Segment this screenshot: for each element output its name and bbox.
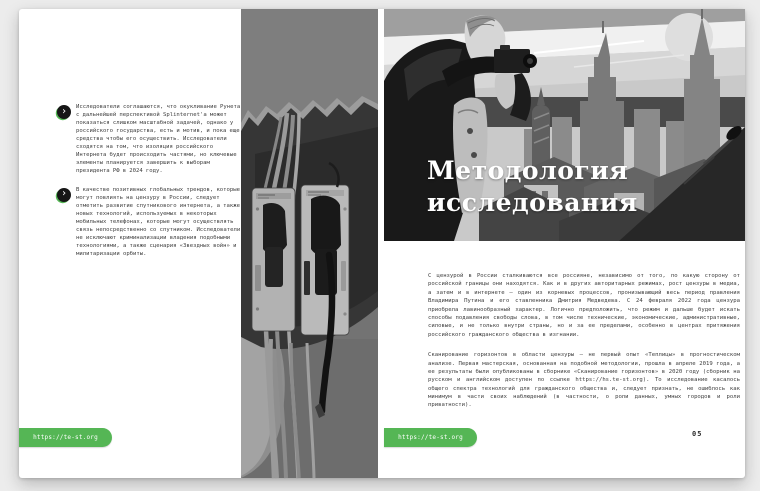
document-spread	[19, 9, 745, 478]
site-url-text: https://te-st.org	[398, 434, 463, 441]
bullet-paragraph-text: Исследователи соглашаются, что окукливание Рунета с дальнейшей перспективой Splinternet'а может показаться слишком масштабной задачей, однако у российского государства, есть и мотив, и пока еще средства чтобы его осуществить. Исследователи сходятся на том, что изоляция российского Интернета будет происходить частями, но ключевые элементы планируется завершить к выборам президента РФ в 2024 году.	[76, 104, 241, 174]
left-text-column	[57, 104, 242, 270]
site-url-badge[interactable]	[384, 428, 477, 447]
bullet-paragraph	[57, 104, 242, 176]
body-paragraph: Сканирование горизонтов в области цензуры – не первый опыт «Теплицы» в прогностическом анализе. Первая мастерская, основанная на подобной методологии, прошла в апреле 2019 года, а ее результаты были опубликованы в сборнике «Сканирование горизонтов» в 2020 году (сборник на русском и английском доступен по ссылке https://hs.te-st.org). То исследование касалось общего спектра технологий для гражданского общества и, следует признать, не ошиблось как минимум в части своих наблюдений (в частности, о роли данных, умных городов и роли приватности).	[428, 352, 740, 409]
body-paragraph: С цензурой в России сталкиваются все россияне, независимо от того, по какую сторону от российской границы они находятся. Как и в других авторитарных режимах, рост цензуры в медиа, а затем и в интернете – один из корневых процессов, пронизывающий весь период правления Владимира Путина и его ставленника Дмитрия Медведева. С 24 февраля 2022 года цензура приобрела лавинообразный характер. Логично предположить, что режим и дальше будет искать способы подавления свободы слова, в том числе технические, экономические, административные, силовые, и не только внутри страны, но и за ее пределами, особенно в центрах притяжения российского гражданского общества в изгнании.	[428, 273, 740, 338]
wall-wires-photo-art	[241, 9, 378, 478]
section-title-line1: Методология	[427, 156, 629, 185]
chevron-right-icon: ›	[57, 188, 71, 202]
site-url-text: https://te-st.org	[33, 434, 98, 441]
page-number: 05	[692, 430, 703, 438]
bullet-paragraph	[57, 187, 242, 259]
section-title-line2: исследования	[427, 187, 638, 217]
hero-illustration	[384, 9, 745, 241]
bullet-paragraph-text: В качестве позитивных глобальных трендов, которые могут повлиять на цензуру в России, следует отметить развитие спутникового интернета, а также новых технологий, используемых в некоторых мобильных телефонах, которые могут осуществлять связь непосредственно со спутником. Исследователи не исключают криминализации владения подобными технологиями, а также сценария «Звездных войн» и милитаризации орбиты.	[76, 186, 241, 257]
page-number: 04	[549, 430, 560, 438]
chevron-right-icon: ›	[57, 105, 71, 119]
page-right	[384, 9, 745, 478]
right-body-text	[428, 272, 740, 422]
section-title	[427, 155, 638, 218]
site-url-badge[interactable]	[19, 428, 112, 447]
